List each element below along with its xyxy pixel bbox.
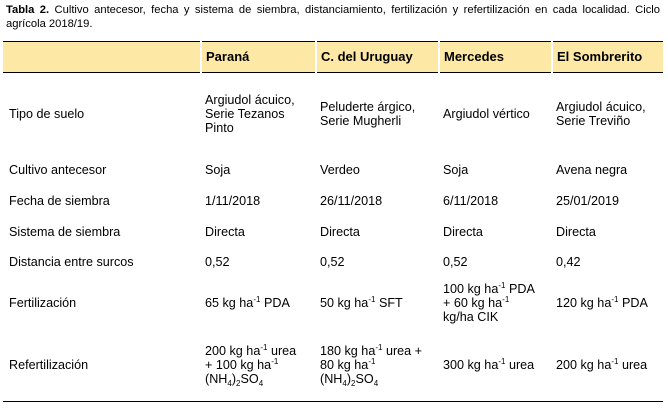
row-label: Tipo de suelo (9, 107, 85, 121)
table-cell: Directa (320, 225, 360, 239)
table-cell: Peluderte árgico, Serie Mugherli (320, 100, 416, 128)
table-cell: 1/11/2018 (205, 194, 261, 208)
table-cell: 100 kg $ha^{-1}$ PDA + 60 kg $ha^{-1}$ kg/ha CIK (443, 281, 535, 324)
table-cell: Verdeo (320, 163, 360, 177)
row-label: Fertilización (9, 296, 77, 310)
table-cell: Argiudol vértico (443, 107, 530, 121)
table-cell: 120 kg $ha^{-1}$ PDA (556, 295, 648, 310)
table-cell: 6/11/2018 (443, 194, 499, 208)
header-cell-empty (3, 42, 201, 73)
table-cell: Soja (205, 163, 231, 177)
table-cell: 26/11/2018 (320, 194, 383, 208)
table-row (3, 217, 663, 247)
header-cell-mercedes: Mercedes (439, 42, 552, 73)
table-cell: 25/01/2019 (556, 194, 620, 208)
header-cell-parana: Paraná (201, 42, 316, 73)
caption-text: Cultivo antecesor, fecha y sistema de siembra, distanciamiento, fertilización y refertilización en cada localidad. Ciclo agrícola 2018/19. (6, 4, 660, 30)
table-cell: Directa (205, 225, 245, 239)
table-row (3, 73, 663, 156)
header-cell-c-del-uruguay: C. del Uruguay (316, 42, 439, 73)
table-caption (6, 3, 660, 31)
header-row (3, 42, 663, 73)
row-label: Refertilización (3, 329, 201, 402)
table-row (3, 329, 663, 402)
data-table (3, 41, 663, 402)
table-cell: 0,52 (320, 255, 345, 269)
table-cell: 180 kg $ha^{-1}$ urea + 80 kg $ha^{-1}$ $(NH_4)_2SO_4$ (316, 329, 439, 402)
row-label: Cultivo antecesor (9, 163, 107, 177)
row-label: Distancia entre surcos (9, 255, 134, 269)
header-cell-el-sombrerito: El Sombrerito (552, 42, 663, 73)
table-cell: Argiudol ácuico, Serie Tezanos Pinto (205, 93, 295, 135)
table-cell: Soja (443, 163, 469, 177)
table-row (3, 247, 663, 277)
table-cell: 65 kg $ha^{-1}$ PDA (205, 295, 290, 310)
table-cell: 200 kg $ha^{-1}$ urea + 100 kg $ha^{-1}$ $(NH_4)_2SO_4$ (201, 329, 316, 402)
table-cell: 0,52 (443, 255, 468, 269)
row-label: Fecha de siembra (9, 194, 110, 208)
table-row (3, 277, 663, 329)
table-cell: 0,52 (205, 255, 230, 269)
table-cell: 0,42 (556, 255, 581, 269)
table-cell: Directa (443, 225, 483, 239)
caption-label: Tabla 2. (6, 4, 50, 16)
table-cell: 50 kg $ha^{-1}$ SFT (320, 295, 403, 310)
table-row (3, 155, 663, 185)
table-cell: Argiudol ácuico, Serie Treviño (556, 100, 646, 128)
table-cell: 300 kg $ha^{-1}$ urea (439, 329, 552, 402)
table-row (3, 185, 663, 217)
row-label: Sistema de siembra (9, 225, 121, 239)
table-cell: Directa (556, 225, 596, 239)
table-cell: Avena negra (556, 163, 628, 177)
table-cell: 200 kg $ha^{-1}$ urea (552, 329, 663, 402)
